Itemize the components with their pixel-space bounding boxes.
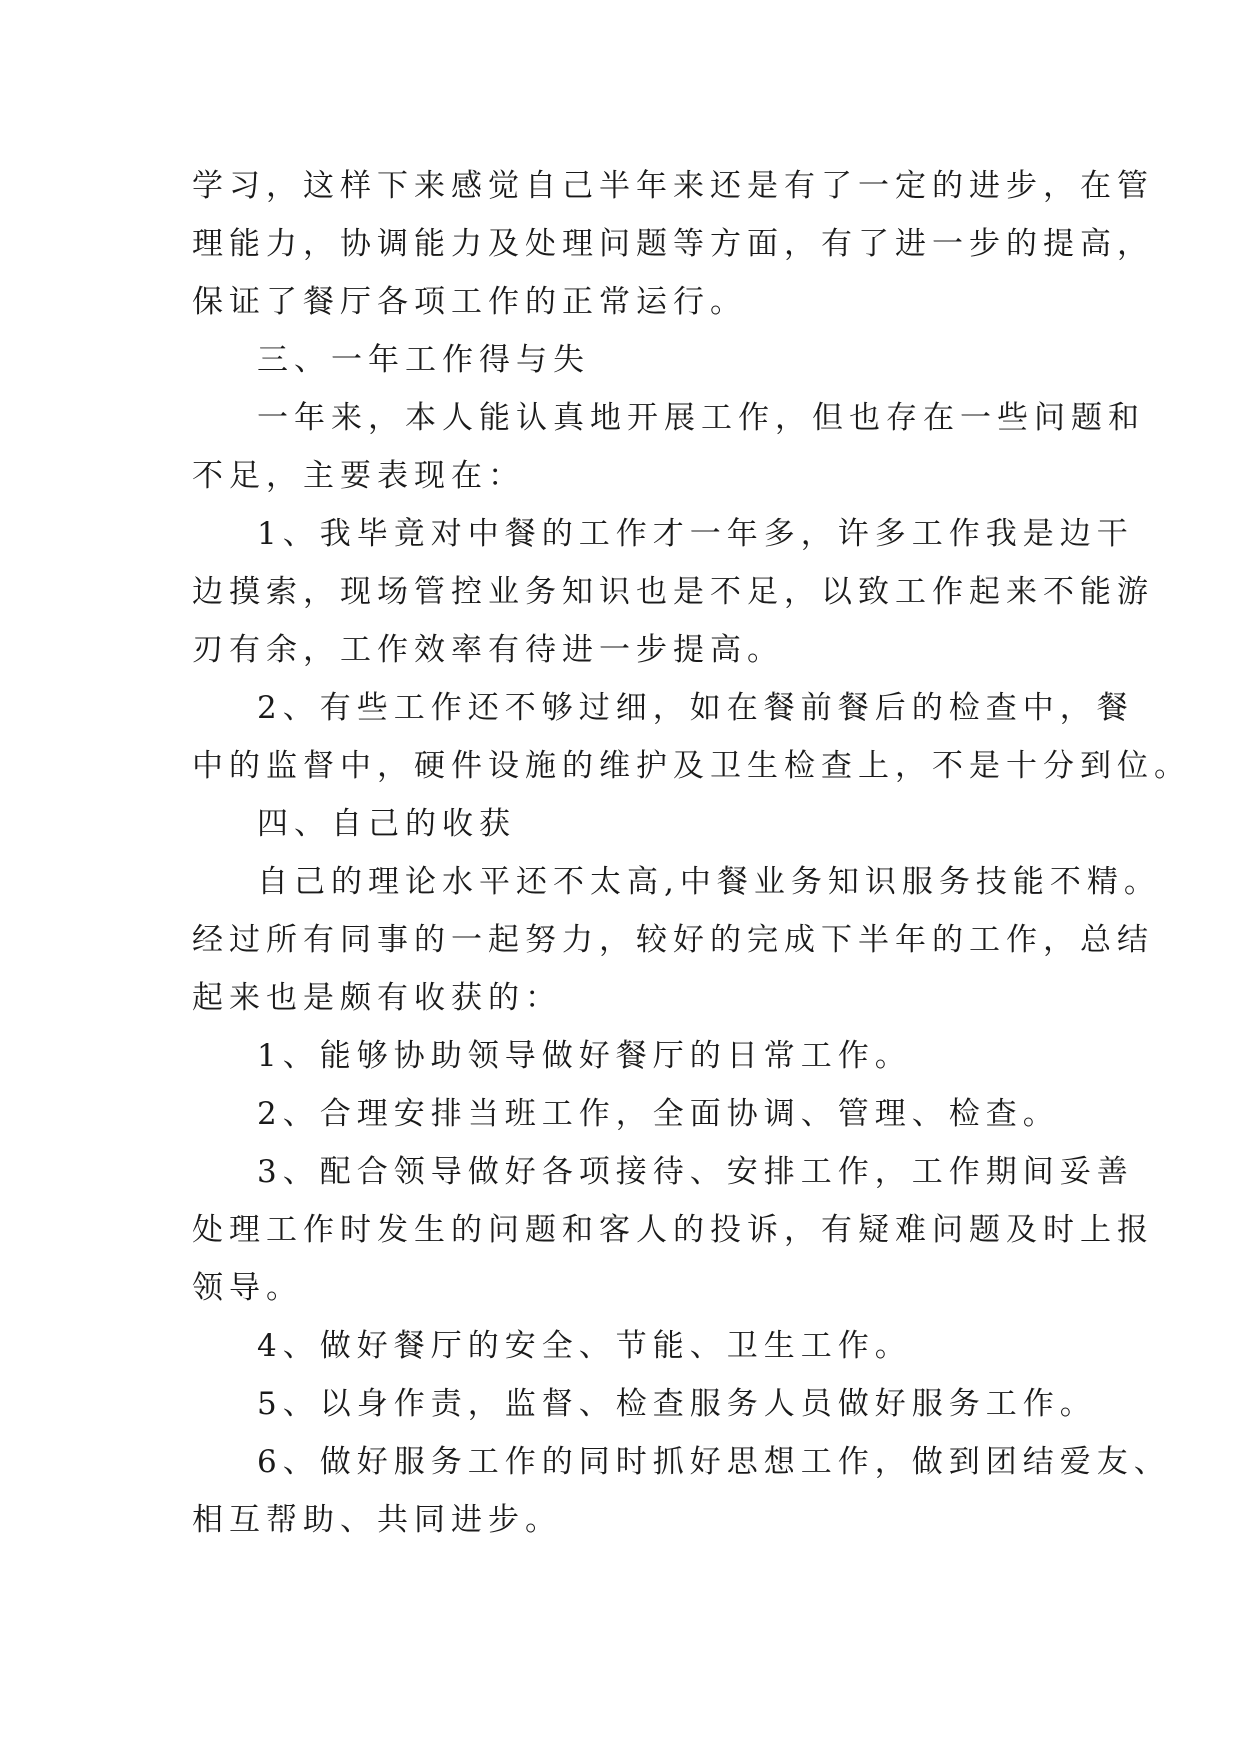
section-heading-4: 四、自己的收获 — [257, 806, 516, 842]
paragraph-line: 领导。 — [192, 1270, 303, 1306]
list-item-line: 5、以身作责，监督、检查服务人员做好服务工作。 — [257, 1386, 1097, 1422]
paragraph-line: 一年来，本人能认真地开展工作，但也存在一些问题和 — [257, 400, 1145, 436]
paragraph-line: 理能力，协调能力及处理问题等方面，有了进一步的提高， — [192, 226, 1154, 262]
list-item-line: 1、我毕竟对中餐的工作才一年多，许多工作我是边干 — [257, 516, 1134, 552]
paragraph-line: 边摸索，现场管控业务知识也是不足，以致工作起来不能游 — [192, 574, 1154, 610]
paragraph-line: 起来也是颇有收获的： — [192, 980, 562, 1016]
paragraph-line: 保证了餐厅各项工作的正常运行。 — [192, 284, 747, 320]
list-item-line: 1、能够协助领导做好餐厅的日常工作。 — [257, 1038, 912, 1074]
paragraph-line: 中的监督中，硬件设施的维护及卫生检查上，不是十分到位。 — [192, 748, 1191, 784]
paragraph-line: 学习，这样下来感觉自己半年来还是有了一定的进步，在管 — [192, 168, 1154, 204]
list-item-line: 4、做好餐厅的安全、节能、卫生工作。 — [257, 1328, 912, 1364]
paragraph-line: 处理工作时发生的问题和客人的投诉，有疑难问题及时上报 — [192, 1212, 1154, 1248]
list-item-line: 2、合理安排当班工作，全面协调、管理、检查。 — [257, 1096, 1060, 1132]
section-heading-3: 三、一年工作得与失 — [257, 342, 590, 378]
list-item-line: 2、有些工作还不够过细，如在餐前餐后的检查中，餐 — [257, 690, 1134, 726]
paragraph-line: 不足，主要表现在： — [192, 458, 525, 494]
paragraph-line: 自己的理论水平还不太高,中餐业务知识服务技能不精。 — [257, 864, 1161, 900]
paragraph-line: 经过所有同事的一起努力，较好的完成下半年的工作，总结 — [192, 922, 1154, 958]
list-item-line: 3、配合领导做好各项接待、安排工作，工作期间妥善 — [257, 1154, 1134, 1190]
paragraph-line: 刃有余，工作效率有待进一步提高。 — [192, 632, 784, 668]
list-item-line: 6、做好服务工作的同时抓好思想工作，做到团结爱友、 — [257, 1444, 1171, 1480]
paragraph-line: 相互帮助、共同进步。 — [192, 1502, 562, 1538]
